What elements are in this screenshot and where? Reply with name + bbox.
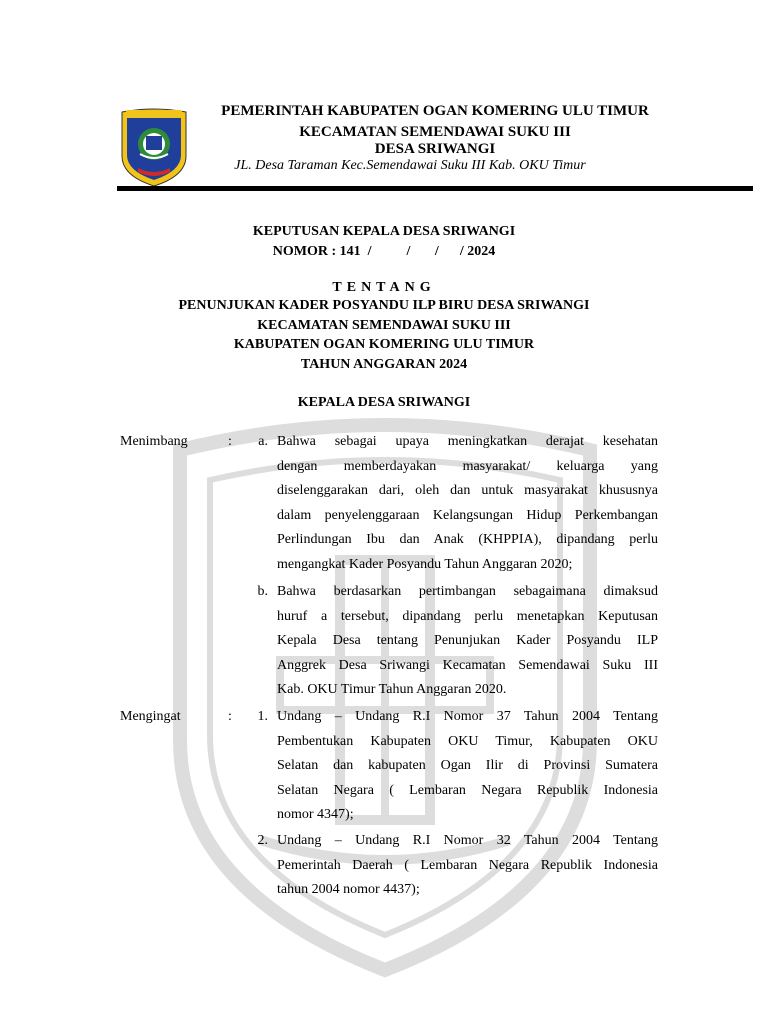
decree-subject-line: KECAMATAN SEMENDAWAI SUKU III — [257, 318, 511, 333]
paragraph-line: Pemerintah Daerah ( Lembaran Negara Republik Indonesia — [277, 857, 658, 873]
decree-title: KEPUTUSAN KEPALA DESA SRIWANGI — [252, 224, 516, 239]
decree-tentang: TENTANG — [332, 280, 436, 295]
mengingat-colon: : — [228, 709, 232, 724]
mengingat-marker-2: 2. — [257, 833, 268, 848]
paragraph-line: Pembentukan Kabupaten OKU Timur, Kabupaten OKU — [277, 733, 658, 749]
header-village: DESA SRIWANGI — [374, 141, 496, 157]
header-district: KECAMATAN SEMENDAWAI SUKU III — [299, 124, 571, 140]
menimbang-marker-b: b. — [257, 584, 268, 599]
paragraph-line: nomor 4347); — [277, 807, 354, 823]
header-divider — [117, 186, 753, 191]
paragraph-line: mengangkat Kader Posyandu Tahun Anggaran 2020; — [277, 556, 573, 572]
paragraph-line: Bahwa sebagai upaya meningkatkan derajat kesehatan — [277, 434, 658, 449]
paragraph-line: dalam penyelenggaraan Kelangsungan Hidup Perkembangan — [277, 507, 658, 523]
decree-subject-line: KABUPATEN OGAN KOMERING ULU TIMUR — [233, 337, 535, 352]
paragraph-line: huruf a tersebut, dipandang perlu menetapkan Keputusan — [277, 608, 658, 624]
paragraph-line: diselenggarakan dari, oleh dan untuk masyarakat khususnya — [277, 483, 658, 499]
regency-logo-icon — [118, 106, 190, 188]
paragraph-line: Selatan Negara ( Lembaran Negara Republik Indonesia — [277, 782, 658, 798]
paragraph-line: Bahwa berdasarkan pertimbangan sebagaimana dimaksud — [277, 584, 658, 599]
header-address: JL. Desa Taraman Kec.Semendawai Suku III Kab. OKU Timur — [234, 158, 586, 173]
paragraph-line: Kepala Desa tentang Penunjukan Kader Posyandu ILP — [277, 633, 658, 649]
mengingat-marker-1: 1. — [257, 709, 268, 724]
menimbang-marker-a: a. — [258, 434, 268, 449]
paragraph-line: Anggrek Desa Sriwangi Kecamatan Semendawai Suku III — [277, 657, 658, 673]
paragraph-line: Undang – Undang R.I Nomor 37 Tahun 2004 Tentang — [277, 709, 658, 724]
menimbang-label: Menimbang — [120, 434, 188, 449]
mengingat-item-1 — [277, 705, 658, 828]
paragraph-line: Selatan dan kabupaten Ogan Ilir di Provinsi Sumatera — [277, 758, 658, 774]
mengingat-label: Mengingat — [120, 709, 181, 724]
paragraph-line: dengan memberdayakan masyarakat/ keluarga yang — [277, 458, 658, 474]
paragraph-line: Kab. OKU Timur Tahun Anggaran 2020. — [277, 682, 507, 698]
menimbang-item-b — [277, 580, 658, 703]
paragraph-line: Perlindungan Ibu dan Anak (KHPPIA), dipandang perlu — [277, 532, 658, 548]
decree-issuer: KEPALA DESA SRIWANGI — [297, 395, 471, 410]
decree-number: NOMOR : 141 / / / / 2024 — [272, 244, 496, 259]
decree-subject-line: PENUNJUKAN KADER POSYANDU ILP BIRU DESA SRIWANGI — [178, 298, 590, 313]
paragraph-line: tahun 2004 nomor 4437); — [277, 882, 420, 898]
header-government: PEMERINTAH KABUPATEN OGAN KOMERING ULU TIMUR — [221, 103, 649, 119]
decree-subject-line: TAHUN ANGGARAN 2024 — [300, 357, 468, 372]
menimbang-colon: : — [228, 434, 232, 449]
menimbang-item-a — [277, 430, 658, 578]
paragraph-line: Undang – Undang R.I Nomor 32 Tahun 2004 Tentang — [277, 833, 658, 848]
mengingat-item-2 — [277, 829, 658, 903]
